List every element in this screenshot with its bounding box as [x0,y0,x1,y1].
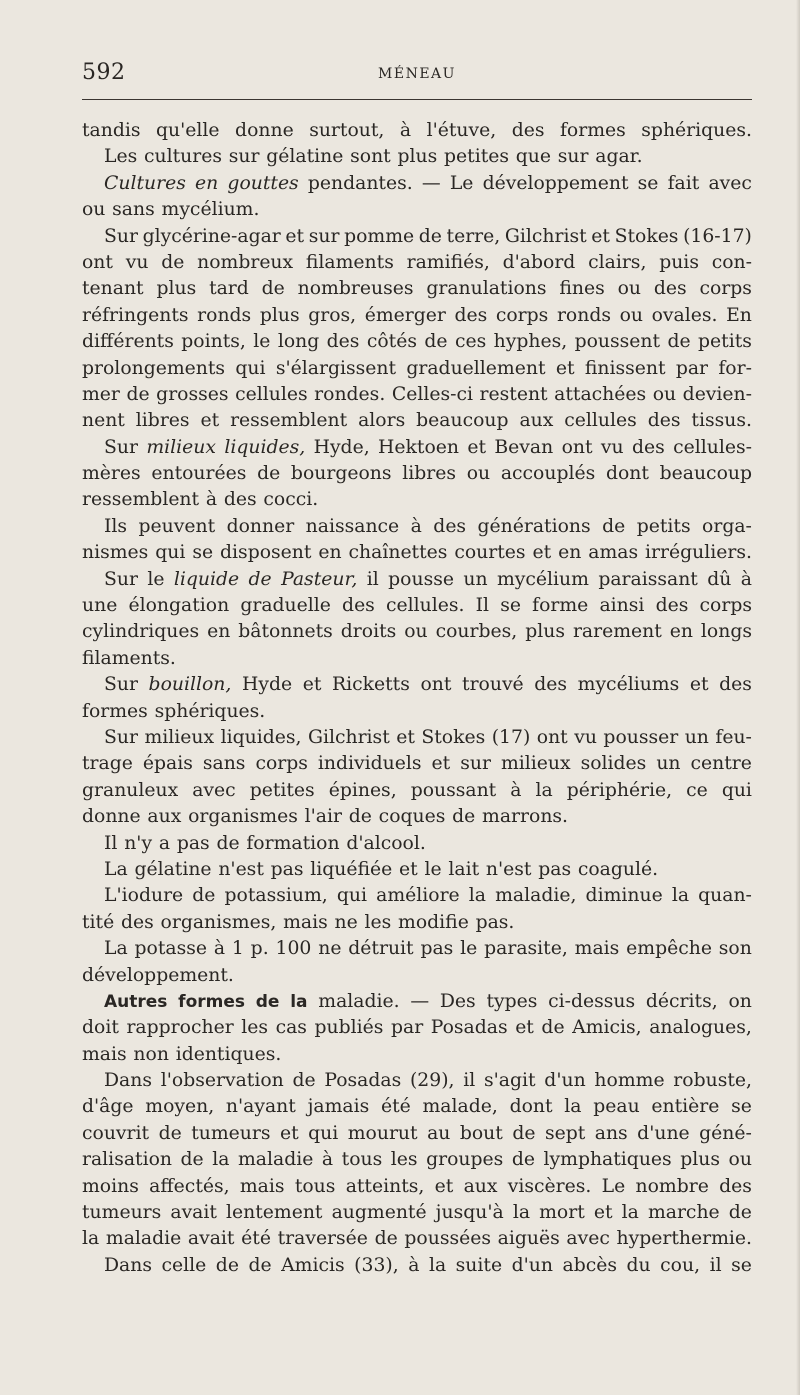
running-title: MÉNEAU [378,66,456,82]
text-line: différents points, le long des côtés de ces hyphes, poussent de petits [82,331,752,353]
text-line: trage épais sans corps individuels et sur milieux solides un centre [82,753,752,775]
page-edge [796,0,800,1395]
body-text [82,118,752,1279]
text-line: moins affectés, mais tous atteints, et aux viscères. Le nombre des [82,1175,752,1197]
text-line: une élongation graduelle des cellules. Il se forme ainsi des corps [82,595,752,617]
text-line: La gélatine n'est pas liquéfiée et le lait n'est pas coagulé. [104,858,659,880]
text-line: L'iodure de potassium, qui améliore la maladie, diminue la quan- [104,885,752,907]
text-line: tenant plus tard de nombreuses granulations fines ou des corps [82,278,752,300]
text-line: granuleux avec petites épines, poussant à la périphérie, ce qui [82,779,752,801]
text-line: ont vu de nombreux filaments ramifiés, d'abord clairs, puis con- [82,251,752,273]
text-line: Autres formes de la maladie. — Des types ci-dessus décrits, on [104,990,752,1012]
text-line: tumeurs avait lentement augmenté jusqu'à la mort et la marche de [82,1202,752,1224]
text-line: tité des organismes, mais ne les modifie pas. [82,911,515,933]
text-line: Il n'y a pas de formation d'alcool. [104,832,426,854]
page-header [82,58,752,88]
text-line: tandis qu'elle donne surtout, à l'étuve, des formes sphériques. [82,120,752,141]
text-line: nent libres et ressemblent alors beaucoup aux cellules des tissus. [82,410,752,432]
text-line: formes sphériques. [82,700,266,722]
text-line: nismes qui se disposent en chaînettes courtes et en amas irréguliers. [82,542,752,564]
text-line: couvrit de tumeurs et qui mourut au bout de sept ans d'une géné- [82,1122,752,1144]
text-line: mais non identiques. [82,1043,282,1065]
text-line: mer de grosses cellules rondes. Celles-ci restent attachées ou devien- [82,383,752,405]
text-line: Les cultures sur gélatine sont plus petites que sur agar. [104,146,643,168]
text-line: Sur milieux liquides, Hyde, Hektoen et Bevan ont vu des cellules- [104,436,752,458]
text-line: ralisation de la maladie à tous les groupes de lymphatiques plus ou [82,1149,752,1171]
text-line: Dans l'observation de Posadas (29), il s'agit d'un homme robuste, [104,1070,752,1092]
text-line: prolongements qui s'élargissent graduellement et finissent par for- [82,357,752,379]
text-line: mères entourées de bourgeons libres ou accouplés dont beaucoup [82,463,752,485]
text-line: réfringents ronds plus gros, émerger des corps ronds ou ovales. En [82,304,752,326]
text-line: d'âge moyen, n'ayant jamais été malade, dont la peau entière se [82,1096,752,1118]
text-line: Sur bouillon, Hyde et Ricketts ont trouvé des mycéliums et des [104,674,752,696]
header-rule [82,99,752,100]
text-line: La potasse à 1 p. 100 ne détruit pas le parasite, mais empêche son [104,938,752,960]
text-line: Cultures en gouttes pendantes. — Le développement se fait avec [104,172,752,194]
text-line: ressemblent à des cocci. [82,489,319,511]
text-line: donne aux organismes l'air de coques de marrons. [82,806,569,828]
text-line: Sur milieux liquides, Gilchrist et Stokes (17) ont vu pousser un feu- [104,726,752,748]
text-line: la maladie avait été traversée de poussées aiguës avec hyperthermie. [82,1228,752,1250]
text-line: développement. [82,964,234,986]
text-line: Ils peuvent donner naissance à des générations de petits orga- [104,515,752,537]
text-line: doit rapprocher les cas publiés par Posadas et de Amicis, analogues, [82,1017,752,1039]
text-line: Sur glycérine-agar et sur pomme de terre, Gilchrist et Stokes (16-17) [104,225,752,247]
page-number: 592 [82,60,126,85]
text-line: Dans celle de de Amicis (33), à la suite d'un abcès du cou, il se [104,1254,752,1276]
text-line: cylindriques en bâtonnets droits ou courbes, plus rarement en longs [82,621,752,643]
text-line: ou sans mycélium. [82,199,260,221]
text-line: filaments. [82,647,176,669]
text-line: Sur le liquide de Pasteur, il pousse un mycélium paraissant dû à [104,568,752,590]
